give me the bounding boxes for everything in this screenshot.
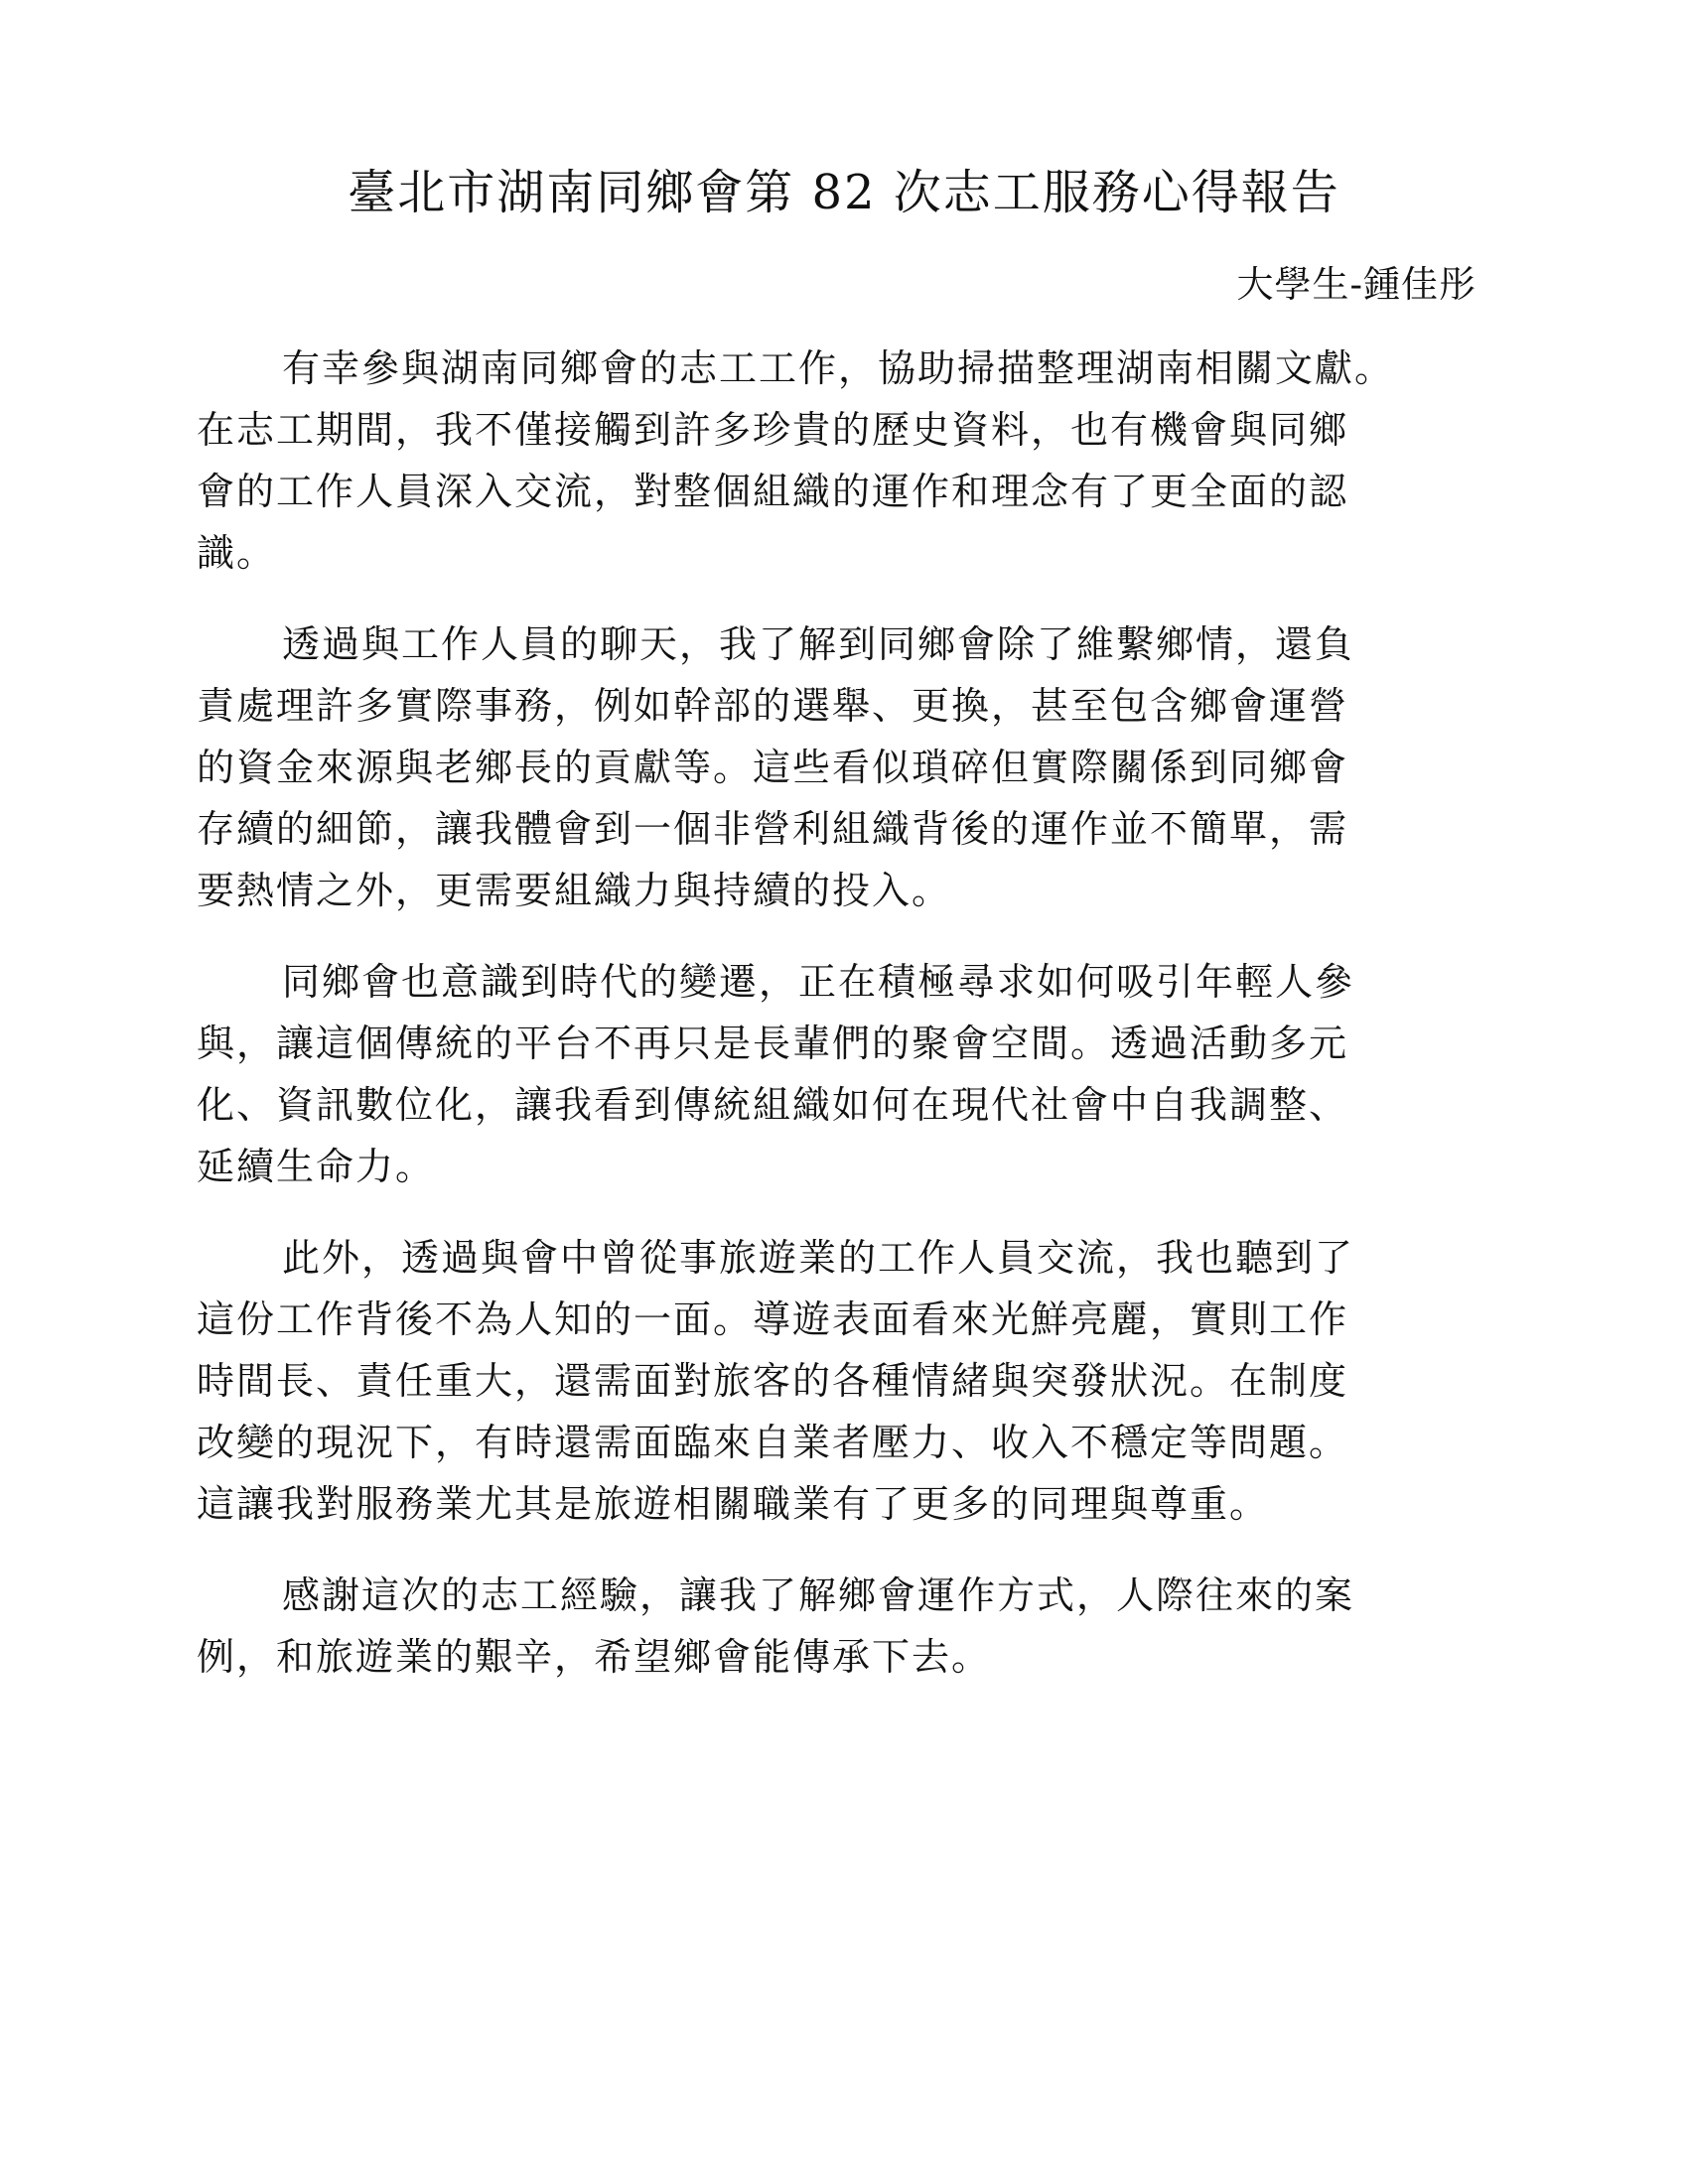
text-line: 透過與工作人員的聊天，我了解到同鄉會除了維繫鄉情，還負 [282, 622, 1355, 666]
text-line: 責處理許多實際事務，例如幹部的選舉、更換，甚至包含鄉會運營 [197, 684, 1349, 728]
text-line: 有幸參與湖南同鄉會的志工工作，協助掃描整理湖南相關文獻。 [282, 346, 1395, 390]
text-line: 要熱情之外，更需要組織力與持續的投入。 [197, 869, 952, 912]
paragraph-3 [197, 951, 1497, 1197]
text-line: 存續的細節，讓我體會到一個非營利組織背後的運作並不簡單，需 [197, 807, 1349, 851]
text-line: 的資金來源與老鄉長的貢獻等。這些看似瑣碎但實際關係到同鄉會 [197, 746, 1349, 789]
text-line: 這讓我對服務業尤其是旅遊相關職業有了更多的同理與尊重。 [197, 1482, 1270, 1526]
paragraph-4 [197, 1227, 1497, 1535]
text-line: 這份工作背後不為人知的一面。導遊表面看來光鮮亮麗，實則工作 [197, 1297, 1349, 1341]
author-line: 大學生-鍾佳彤 [1236, 263, 1477, 306]
text-line: 例，和旅遊業的艱辛，希望鄉會能傳承下去。 [197, 1635, 992, 1679]
text-line: 此外，透過與會中曾從事旅遊業的工作人員交流，我也聽到了 [282, 1236, 1355, 1280]
text-line: 延續生命力。 [197, 1145, 436, 1188]
text-line: 感謝這次的志工經驗，讓我了解鄉會運作方式，人際往來的案 [282, 1573, 1355, 1617]
text-line: 時間長、責任重大，還需面對旅客的各種情緒與突發狀況。在制度 [197, 1359, 1349, 1403]
paragraph-5 [197, 1565, 1497, 1688]
paragraph-2 [197, 614, 1497, 921]
text-line: 會的工作人員深入交流，對整個組織的運作和理念有了更全面的認 [197, 470, 1349, 513]
document-title: 臺北市湖南同鄉會第 82 次志工服務心得報告 [348, 165, 1340, 220]
text-line: 在志工期間，我不僅接觸到許多珍貴的歷史資料，也有機會與同鄉 [197, 408, 1349, 452]
text-line: 同鄉會也意識到時代的變遷，正在積極尋求如何吸引年輕人參 [282, 960, 1355, 1004]
text-line: 化、資訊數位化，讓我看到傳統組織如何在現代社會中自我調整、 [197, 1083, 1349, 1127]
document-body [197, 338, 1497, 1717]
text-line: 改變的現況下，有時還需面臨來自業者壓力、收入不穩定等問題。 [197, 1421, 1349, 1464]
text-line: 與，讓這個傳統的平台不再只是長輩們的聚會空間。透過活動多元 [197, 1022, 1349, 1065]
paragraph-1 [197, 338, 1497, 584]
text-line: 識。 [197, 531, 277, 575]
